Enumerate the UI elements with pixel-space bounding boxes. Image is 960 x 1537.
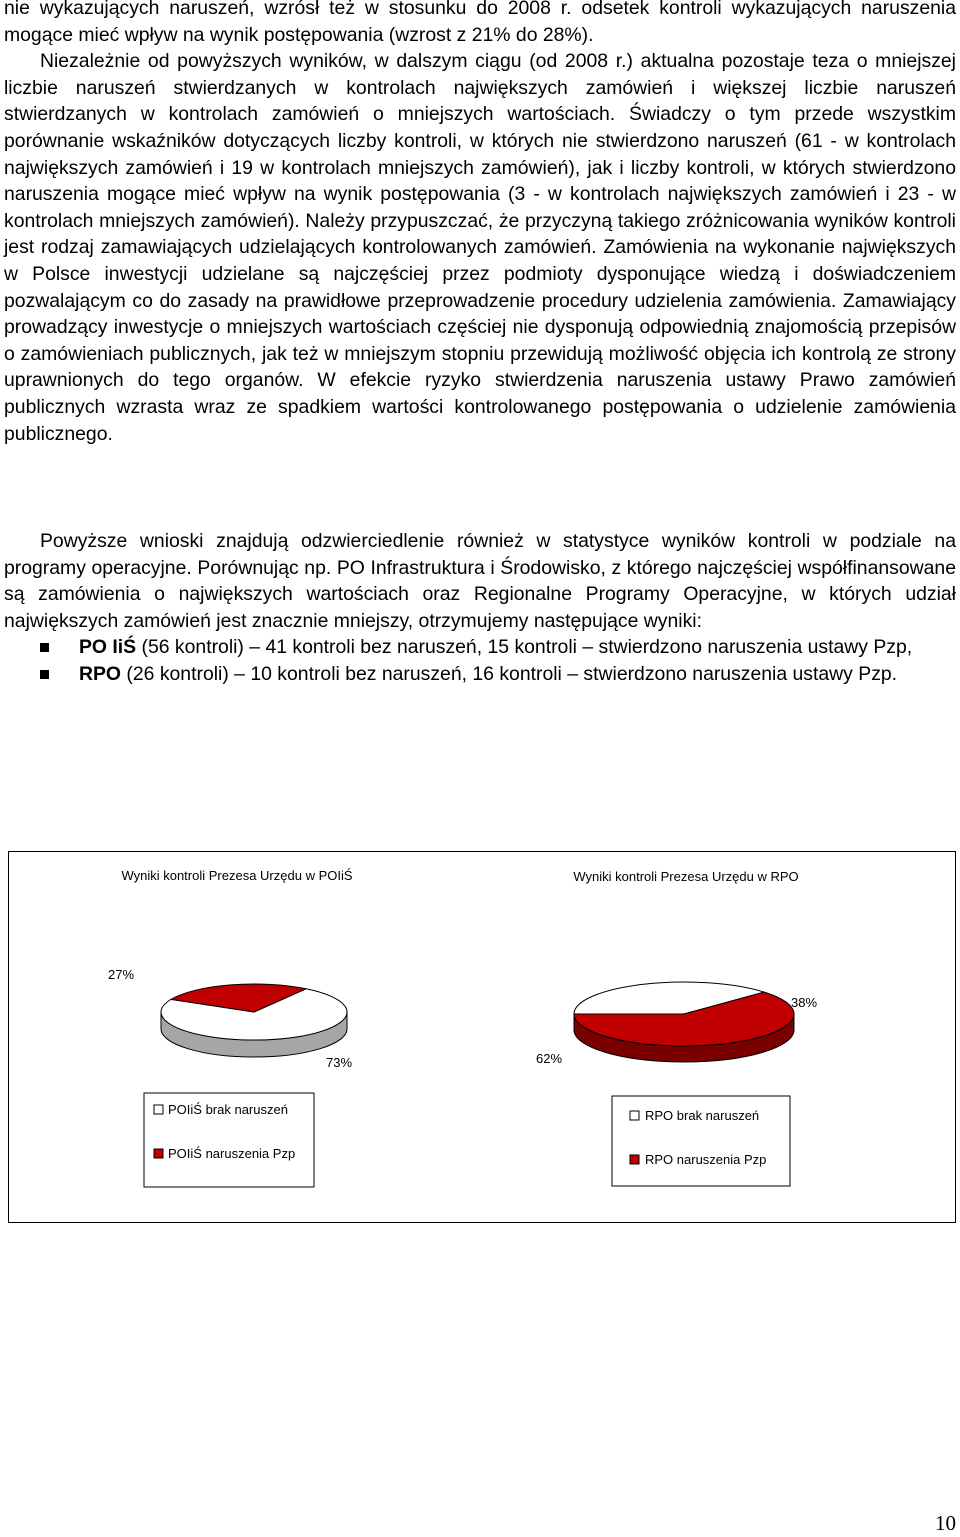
paragraph-2-text: Powyższe wnioski znajdują odzwierciedlenie również w statystyce wyników kontroli w podziale na programy operacyjne. Porównując np. PO Infrastruktura i Środowisko, z którego najczęściej współfinansowane są zamówienia o największych wartościach oraz Regionalne Programy Operacyjne, w których udział największych zamówień jest znacznie mniejszy, otrzymujemy następujące wyniki: [4, 530, 956, 632]
chart-2-legend-swatch-violation [630, 1155, 639, 1164]
list-item-label: PO IiŚ [79, 636, 137, 659]
list-item [4, 634, 956, 661]
charts-svg [9, 852, 954, 1221]
paragraph-1-body: Niezależnie od powyższych wyników, w dalszym ciągu (od 2008 r.) aktualna pozostaje teza o mniejszej liczbie naruszeń stwierdzanych w kontrolach największych zamówień i większej liczbie naruszeń stwierdzanych w kontrolach zamówień o mniejszych wartościach. Świadczy o tym przede wszystkim porównanie wskaźników dotyczących liczby kontroli, w których nie stwierdzono naruszeń (61 - w kontrolach największych zamówień i 19 w kontrolach mniejszych zamówień), jak i liczby kontroli, w których stwierdzono naruszenia mogące mieć wpływ na wynik postępowania (3 - w kontrolach największych zamówień i 23 - w kontrolach mniejszych zamówień). Należy przypuszczać, że przyczyną takiego zróżnicowania wyników kontroli jest rodzaj zamawiających udzielających kontrolowanych zamówień. Zamówienia na wykonanie największych w Polsce inwestycji udzielane są najczęściej przez podmioty dysponujące wiedzą i doświadczeniem pozwalającym co do zasady na prawidłowe przeprowadzenie procedury udzielenia zamówienia. Zamawiający prowadzący inwestycje o mniejszych wartościach częściej nie dysponują odpowiednią znajomością przepisów o zamówieniach publicznych, jak też w mniejszym stopniu przewidują możliwość objęcia ich kontrolą ze strony uprawnionych do tego organów. W efekcie ryzyko stwierdzenia naruszenia ustawy Prawo zamówień publicznych wzrasta wraz ze spadkiem wartości kontrolowanego postępowania o udzielenie zamówienia publicznego. [4, 50, 956, 445]
square-bullet-icon [40, 643, 49, 652]
chart-2-legend-no-violation: RPO brak naruszeń [645, 1108, 760, 1123]
chart-1-legend-violation: POIiŚ naruszenia Pzp [168, 1146, 296, 1161]
chart-1-value-label-no-violation: 73% [325, 1055, 353, 1070]
list-item [4, 661, 956, 688]
results-list [4, 634, 956, 687]
chart-1-legend-no-violation: POIiŚ brak naruszeń [168, 1102, 288, 1117]
chart-1-legend-swatch-violation [154, 1149, 163, 1158]
list-item-text: (56 kontroli) – 41 kontroli bez naruszeń, 15 kontroli – stwierdzono naruszenia ustawy Pzp, [136, 636, 913, 659]
chart-2-value-label-no-violation: 38% [790, 995, 818, 1010]
chart-1-value-label-violation: 27% [107, 967, 135, 982]
charts-figure [8, 851, 956, 1223]
page-number: 10 [935, 1511, 956, 1535]
paragraph-1-line-1: nie wykazujących naruszeń, wzrósł też w stosunku do 2008 r. odsetek kontroli wykazujących naruszenia mogące mieć wpływ na wynik postępowania (wzrost z 21% do 28%). [4, 0, 956, 46]
chart-2-legend-swatch-no-violation [630, 1111, 639, 1120]
paragraph-2 [4, 528, 956, 688]
chart-2-pie [574, 982, 794, 1062]
chart-1-pie [161, 984, 347, 1057]
list-item-label: RPO [79, 662, 122, 685]
chart-2-value-label-violation: 62% [535, 1051, 563, 1066]
list-item-text: (26 kontroli) – 10 kontroli bez naruszeń, 16 kontroli – stwierdzono naruszenia ustawy Pzp. [121, 662, 898, 685]
chart-1-title: Wyniki kontroli Prezesa Urzędu w POIiŚ [121, 868, 353, 883]
chart-2-title: Wyniki kontroli Prezesa Urzędu w RPO [573, 869, 799, 884]
chart-2-legend-violation: RPO naruszenia Pzp [645, 1152, 767, 1167]
paragraph-1 [4, 0, 956, 447]
chart-1-legend-swatch-no-violation [154, 1105, 163, 1114]
square-bullet-icon [40, 670, 49, 679]
